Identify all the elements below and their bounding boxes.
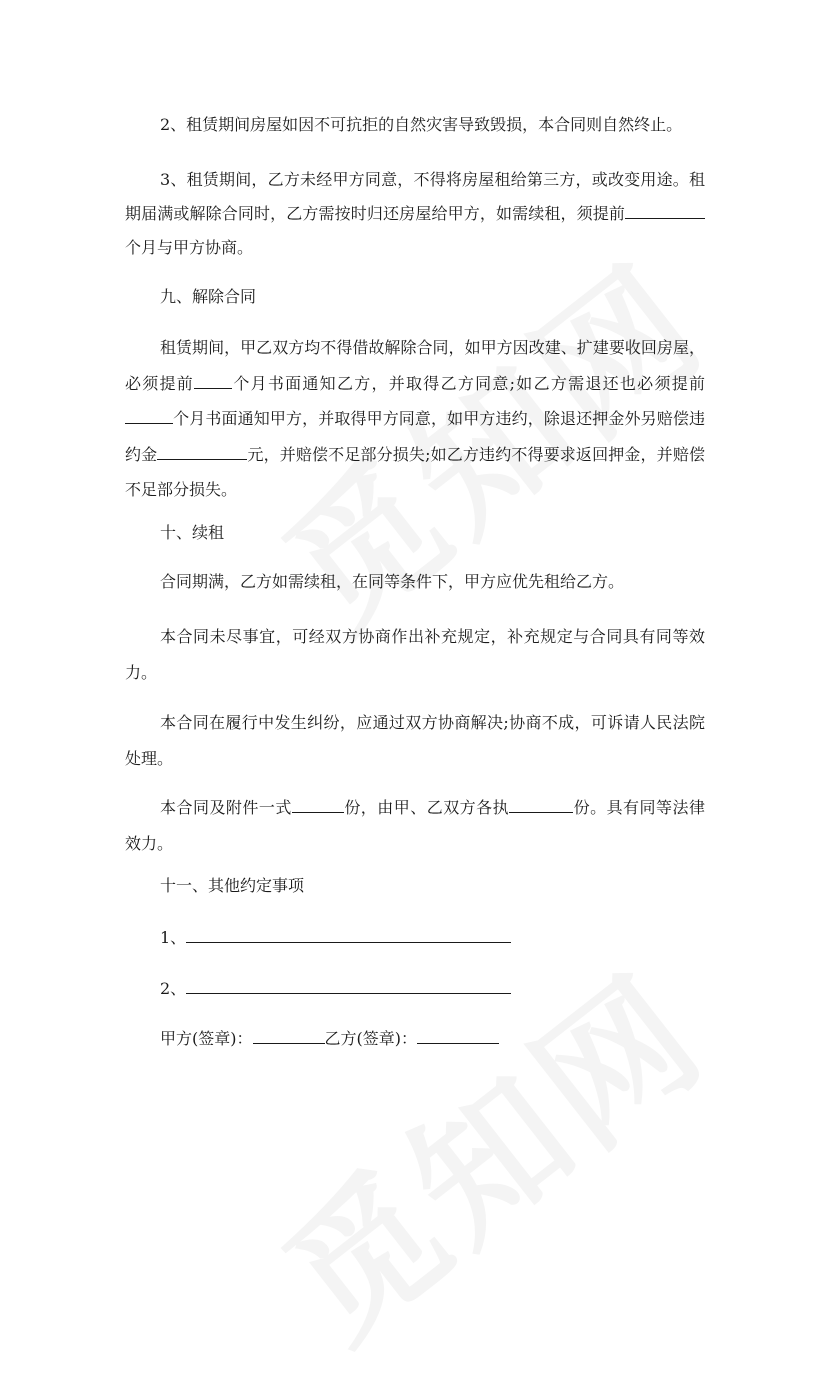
- blank-party-a-seal: [253, 1028, 325, 1044]
- heading-renewal: 十、续租: [160, 523, 225, 542]
- clause-2: 2、租赁期间房屋如因不可抗拒的自然灾害导致毁损，本合同则自然终止。: [160, 115, 683, 134]
- blank-copies-total: [292, 797, 344, 813]
- termination-text: 租赁期间，甲乙双方均不得借故解除合同，如甲方因改建、扩建要收回房屋，必须提前 个月书面通知乙方，并取得乙方同意;如乙方需退还也必须提前个月书面通知甲方，并取得甲方同意，如甲方违约，除退还押金外另赔偿违约金 元，并赔偿不足部分损失;如乙方违约不得要求返回押金，并赔偿不足部分损失。: [125, 338, 705, 499]
- dispute-text: 本合同在履行中发生纠纷，应通过双方协商解决;协商不成，可诉请人民法院处理。: [125, 713, 705, 768]
- supplement-text: 本合同未尽事宜，可经双方协商作出补充规定，补充规定与合同具有同等效力。: [125, 627, 705, 682]
- blank-term-2: [186, 978, 511, 994]
- clause-3: 3、租赁期间，乙方未经甲方同意，不得将房屋租给第三方，或改变用途。租期届满或解除合同时，乙方需按时归还房屋给甲方，如需续租，须提前个月与甲方协商。: [125, 170, 705, 257]
- other-term-1: 1、: [125, 927, 705, 948]
- blank-penalty-amount: [157, 444, 247, 460]
- other-term-2: 2、: [125, 978, 705, 999]
- blank-notice-months-b: [125, 408, 173, 424]
- blank-notice-months-a: [194, 373, 232, 389]
- blank-months-renew: [625, 203, 705, 219]
- blank-copies-each: [509, 797, 573, 813]
- renewal-text: 合同期满，乙方如需续租，在同等条件下，甲方应优先租给乙方。: [160, 572, 625, 591]
- blank-term-1: [186, 927, 511, 943]
- heading-other-terms: 十一、其他约定事项: [160, 876, 305, 895]
- copies-text: 本合同及附件一式 份，由甲、乙双方各执 份。具有同等法律效力。: [125, 798, 705, 853]
- signature-line: 甲方(签章)： 乙方(签章)：: [125, 1028, 705, 1049]
- blank-party-b-seal: [417, 1028, 499, 1044]
- heading-termination: 九、解除合同: [160, 287, 257, 306]
